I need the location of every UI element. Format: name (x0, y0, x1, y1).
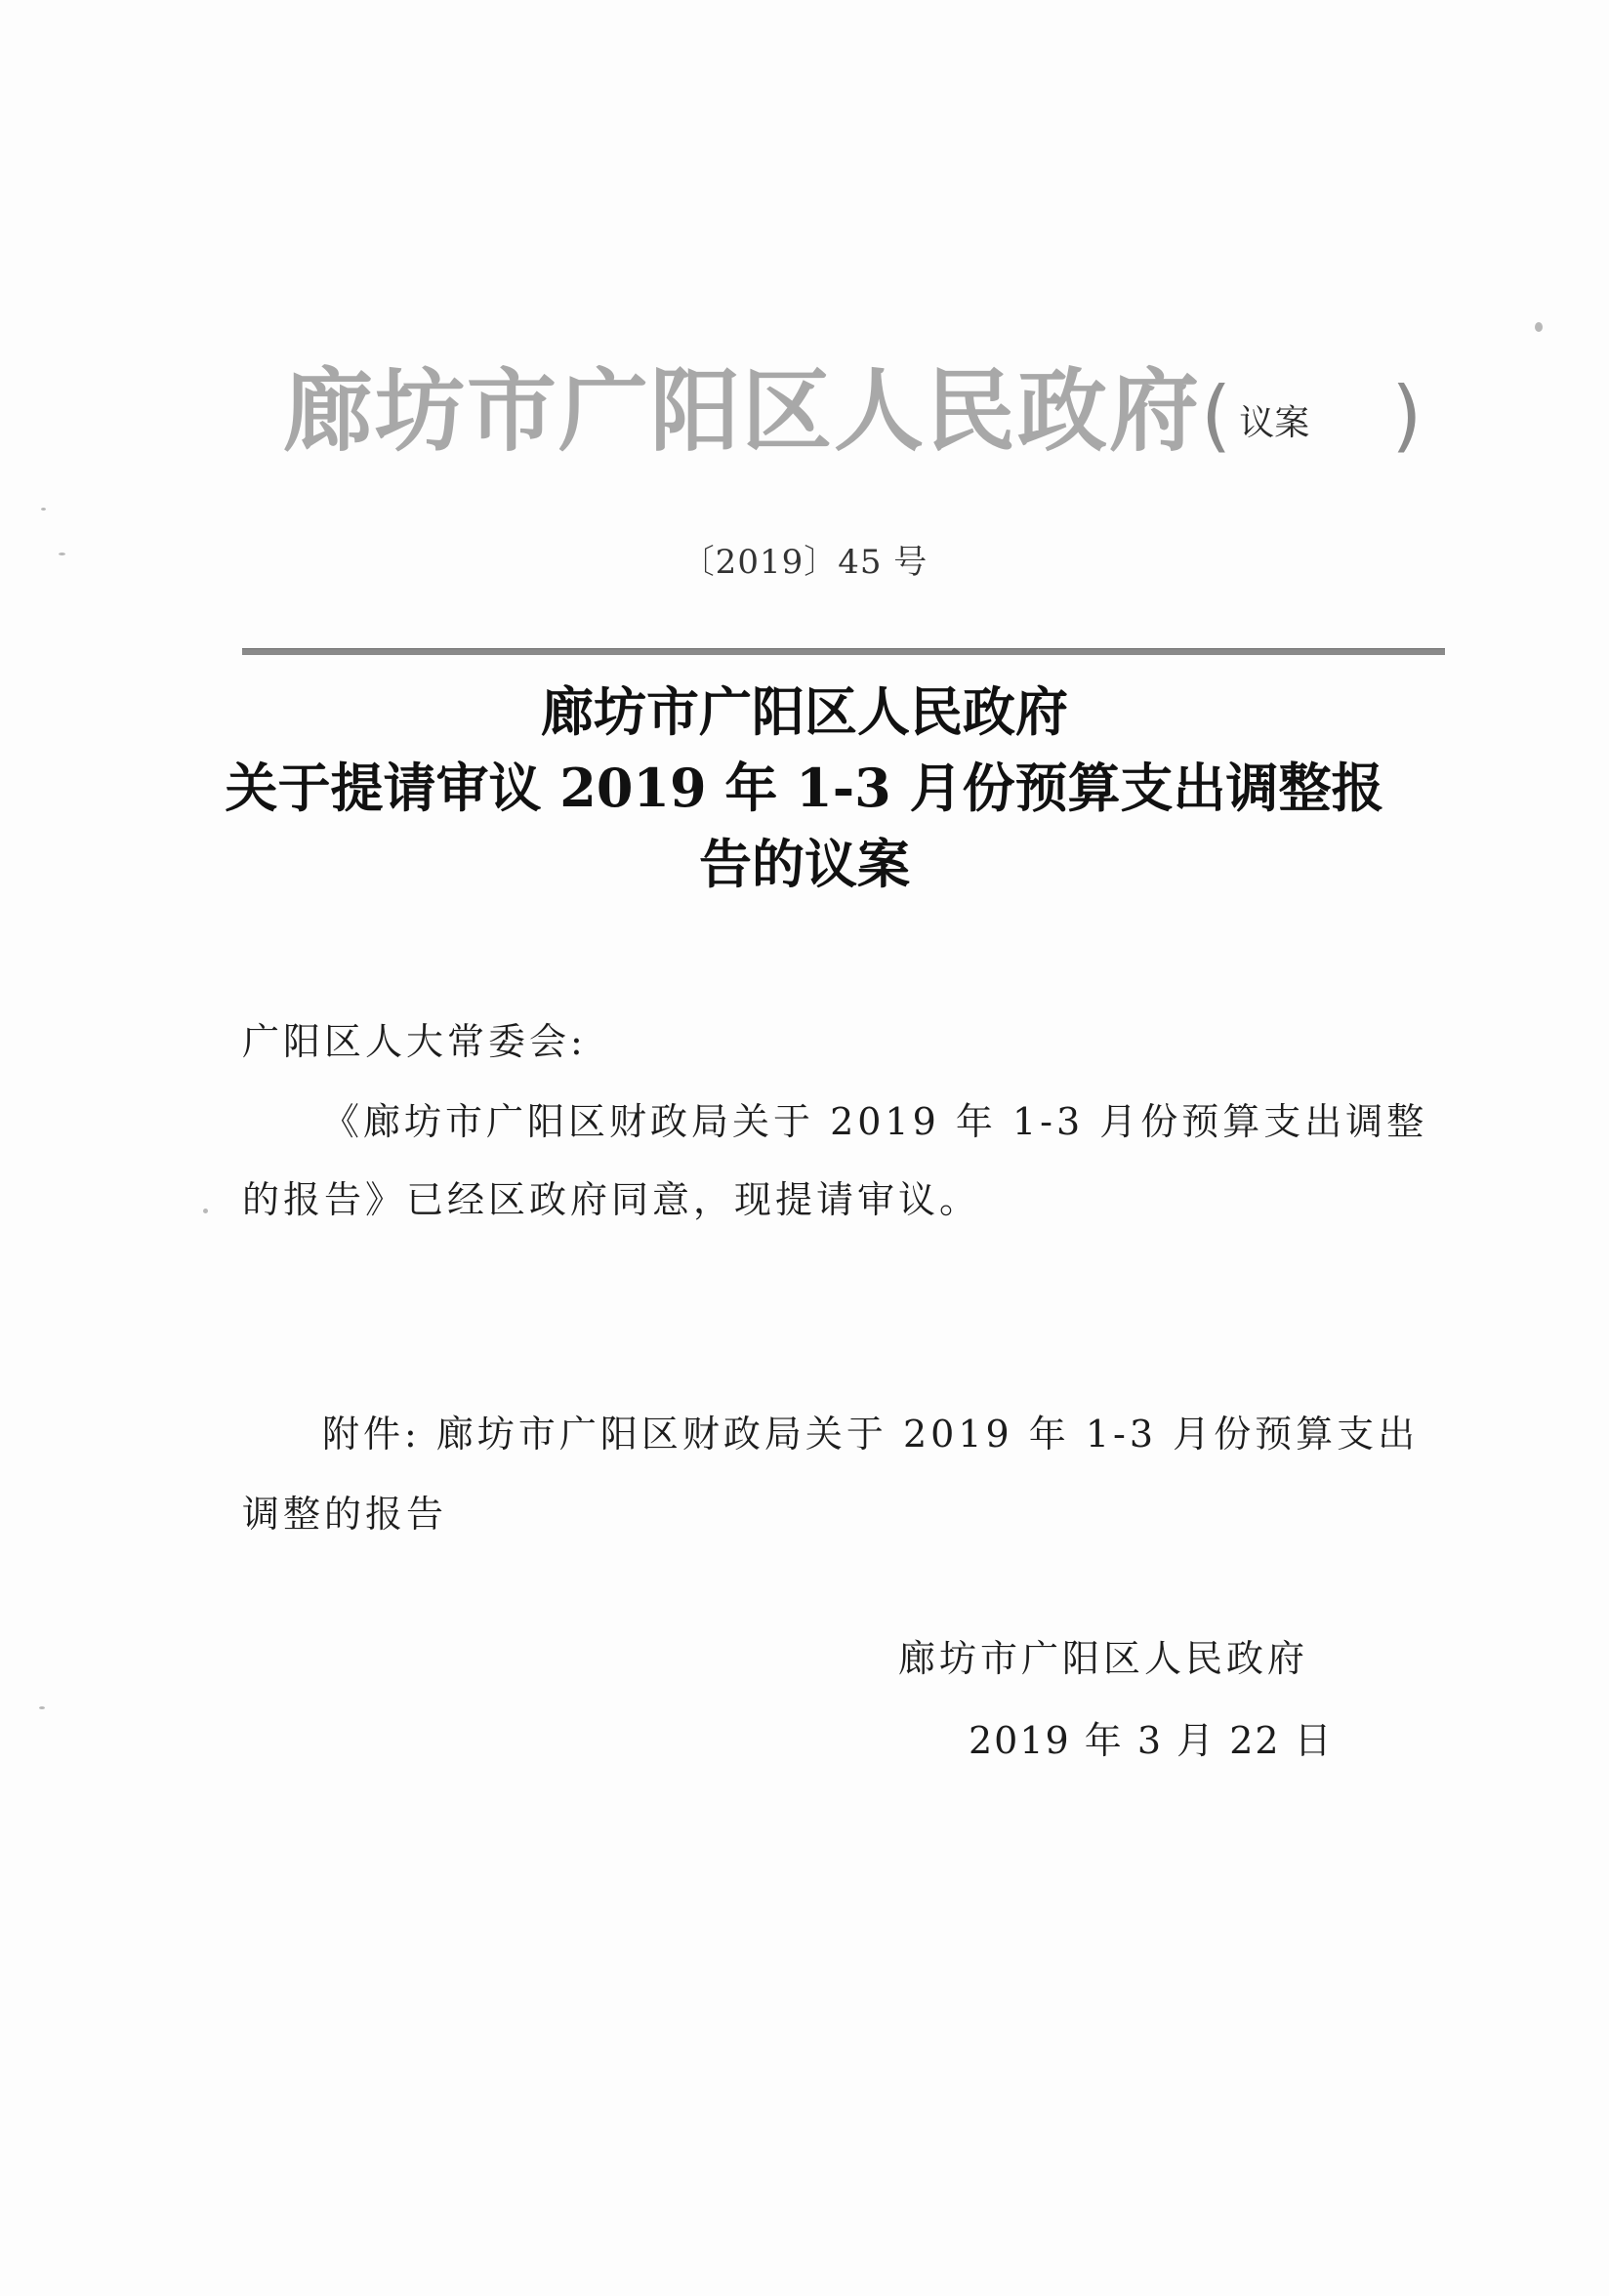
document-title (195, 674, 1414, 902)
scan-speck (41, 508, 46, 511)
signature-organization: 廊坊市广阳区人民政府 (898, 1637, 1309, 1680)
body-paragraph-line-1: 《廊坊市广阳区财政局关于 2019 年 1-3 月份预算支出调整 (322, 1100, 1428, 1143)
letterhead-paren-open: ( (1201, 370, 1232, 461)
letterhead-doc-type: 议案 (1239, 403, 1310, 443)
letterhead (283, 340, 1435, 464)
attachment-line-1: 附件: 廊坊市广阳区财政局关于 2019 年 1-3 月份预算支出 (322, 1413, 1420, 1456)
title-line-2: 关于提请审议 2019 年 1-3 月份预算支出调整报 (225, 757, 1384, 819)
scan-speck (203, 1209, 208, 1213)
body-paragraph-line-2: 的报告》已经区政府同意，现提请审议。 (242, 1178, 981, 1221)
scan-speck (1535, 322, 1543, 332)
letterhead-organization: 廊坊市广阳区人民政府 (283, 359, 1202, 464)
title-line-1: 廊坊市广阳区人民政府 (541, 680, 1068, 743)
addressee: 广阳区人大常委会: (242, 1020, 587, 1063)
document-number: 〔2019〕45 号 (681, 543, 928, 582)
letterhead-paren-close: ) (1391, 370, 1423, 461)
title-line-3: 告的议案 (699, 833, 910, 895)
signature-date: 2019 年 3 月 22 日 (969, 1719, 1334, 1762)
header-divider (242, 648, 1445, 655)
attachment-line-2: 调整的报告 (242, 1493, 448, 1536)
scan-speck (39, 1706, 45, 1709)
